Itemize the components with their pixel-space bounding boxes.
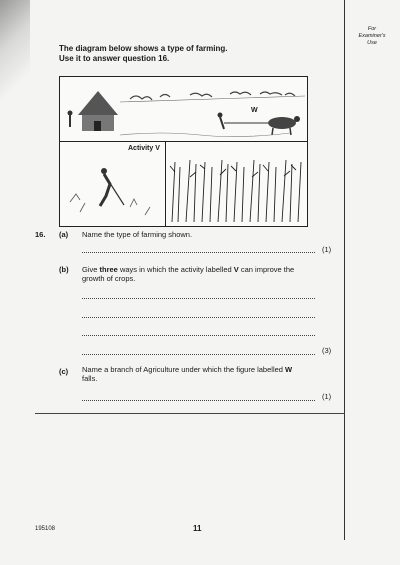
part-c-text-pre: Name a branch of Agriculture under which the figure labelled xyxy=(82,365,286,374)
label-w: W xyxy=(251,107,258,114)
section-divider xyxy=(35,413,345,414)
part-b-answer-line-3[interactable] xyxy=(82,334,315,336)
hut-roof-icon xyxy=(78,91,118,115)
part-b-text-post2: can improve the xyxy=(238,265,295,274)
page-number: 11 xyxy=(193,524,202,533)
part-b-answer-line-2[interactable] xyxy=(82,316,315,318)
weeds-icon xyxy=(70,194,150,215)
farming-diagram xyxy=(59,76,308,227)
hut-door-icon xyxy=(94,121,101,131)
part-b-text-bold2: V xyxy=(233,265,239,274)
farmer-body-icon xyxy=(100,174,110,206)
intro-line-2: Use it to answer question 16. xyxy=(59,54,170,63)
examiner-line-2: Examiner's xyxy=(358,33,386,39)
figure-divider-vertical xyxy=(165,141,166,226)
person-head-icon xyxy=(68,111,73,116)
part-b-answer-line-4[interactable] xyxy=(82,353,315,355)
part-b-text-pre: Give xyxy=(82,265,100,274)
examiner-line-3: Use xyxy=(367,40,377,46)
paper-code: 195108 xyxy=(35,526,56,532)
part-c-letter: (c) xyxy=(59,367,69,376)
farming-illustration xyxy=(60,77,307,226)
part-c-text-bold: W xyxy=(285,365,293,374)
part-c-marks: (1) xyxy=(322,392,332,401)
part-c-text xyxy=(82,365,322,383)
part-b-answer-line-1[interactable] xyxy=(82,297,315,299)
part-c-line-2: falls. xyxy=(82,374,98,383)
intro-line-1: The diagram below shows a type of farming. xyxy=(59,44,228,53)
question-number: 16. xyxy=(35,230,46,239)
part-a-text: Name the type of farming shown. xyxy=(82,230,193,239)
part-b-text xyxy=(82,265,322,283)
part-a-marks: (1) xyxy=(322,245,332,254)
part-b-text-bold: three xyxy=(99,265,118,274)
farmer-head-icon xyxy=(101,168,107,174)
page-corner-shadow xyxy=(0,0,30,120)
label-activity-v: Activity V xyxy=(128,145,160,152)
ploughman-icon xyxy=(218,113,223,118)
part-a-answer-line[interactable] xyxy=(82,251,315,253)
hoe-icon xyxy=(108,180,124,205)
examiner-line-1: For xyxy=(367,26,377,32)
ox-body-icon xyxy=(268,117,296,129)
crop-rows-icon xyxy=(170,160,301,222)
part-b-line-2: growth of crops. xyxy=(82,274,136,283)
part-c-answer-line[interactable] xyxy=(82,399,315,401)
intro-text xyxy=(59,44,227,64)
part-b-letter: (b) xyxy=(59,265,69,274)
examiner-margin-line xyxy=(344,0,345,540)
examiner-use-label xyxy=(348,26,396,47)
figure-divider-horizontal xyxy=(60,141,307,142)
part-a-letter: (a) xyxy=(59,230,69,239)
part-b-text-post: ways in which the activity labelled xyxy=(117,265,234,274)
part-b-marks: (3) xyxy=(322,346,332,355)
